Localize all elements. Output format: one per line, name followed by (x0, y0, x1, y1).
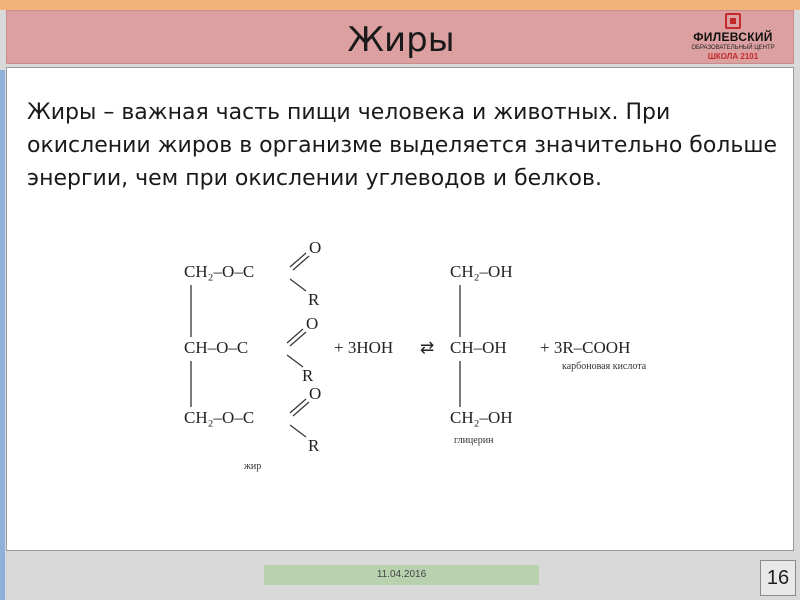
radical-label-1: R (308, 290, 320, 309)
fat-row-2: CH–O–C (184, 338, 249, 357)
radical-label-3: R (308, 436, 320, 455)
radical-bond-1 (290, 279, 306, 291)
fat-row-3: CH₂–O–C (184, 408, 255, 427)
glycerol-row-2: CH–OH (450, 338, 507, 357)
intro-paragraph: Жиры – важная часть пищи человека и животных. При окислении жиров в организме выделяется значительно больше энергии, чем при окислении углеводов и белков. (27, 100, 777, 191)
glycerol-row-3: CH₂–OH (450, 408, 513, 427)
glycerol-row-1: CH₂–OH (450, 262, 513, 281)
slide-title: Жиры (347, 20, 455, 60)
oxygen-label-3: O (309, 384, 322, 403)
title-bar (6, 10, 794, 64)
slide-date: 11.04.2016 (376, 569, 427, 580)
left-decor-stripe (0, 70, 5, 600)
page-number: 16 (760, 560, 796, 596)
content-panel (6, 67, 794, 551)
date-bar (264, 565, 539, 585)
radical-bond-3 (290, 425, 306, 437)
water-term: + 3HOH (334, 338, 394, 357)
acid-label: карбоновая кислота (562, 361, 647, 372)
oxygen-label-2: O (306, 314, 319, 333)
logo-line-3: ШКОЛА 2101 (707, 52, 759, 61)
fat-label: жир (244, 461, 262, 472)
logo-line-1: ФИЛЕВСКИЙ (693, 30, 773, 44)
equilibrium-arrow: ⇄ (420, 338, 435, 357)
glycerol-label: глицерин (454, 435, 494, 446)
top-decor-stripe (0, 0, 800, 10)
hydrolysis-reaction-diagram (162, 233, 682, 533)
school-logo (683, 13, 783, 73)
radical-label-2: R (302, 366, 314, 385)
oxygen-label-1: O (309, 238, 322, 257)
fat-row-1: CH₂–O–C (184, 262, 255, 281)
logo-line-2: ОБРАЗОВАТЕЛЬНЫЙ ЦЕНТР (691, 45, 775, 51)
acid-term: + 3R–COOH (540, 338, 631, 357)
logo-icon (725, 13, 741, 29)
radical-bond-2 (287, 355, 303, 367)
